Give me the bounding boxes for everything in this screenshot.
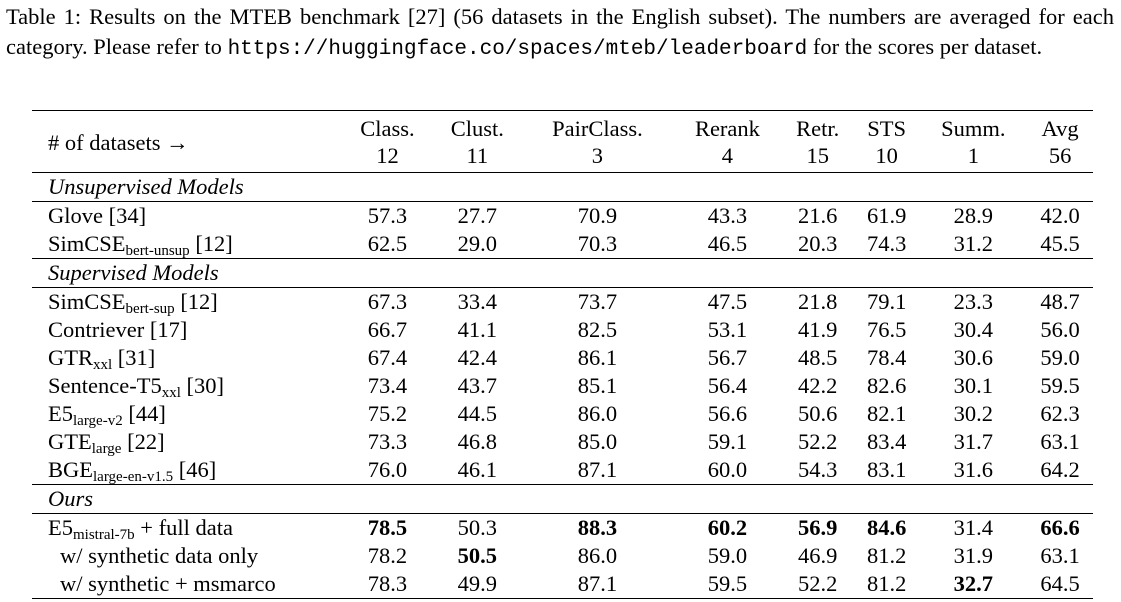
- score-cell: [522, 570, 673, 599]
- score-value: 78.2: [367, 543, 408, 568]
- column-header-retr: [782, 111, 854, 173]
- score-cell: [782, 428, 854, 456]
- score-value: 78.4: [866, 345, 907, 370]
- score-value: 31.4: [953, 515, 994, 540]
- score-value: 67.3: [367, 289, 408, 314]
- table-row: [32, 514, 1093, 543]
- score-cell: [1027, 202, 1093, 231]
- score-value: 82.5: [577, 317, 618, 342]
- score-value: 70.3: [577, 231, 618, 256]
- section-title: Ours: [32, 485, 1093, 514]
- score-value: 46.9: [798, 543, 838, 568]
- score-value: 82.1: [866, 401, 907, 426]
- model-base: w/ synthetic data only: [60, 543, 259, 568]
- table-caption: [6, 2, 1114, 65]
- score-cell: [433, 542, 522, 570]
- score-cell: [854, 344, 920, 372]
- score-cell: [433, 514, 522, 543]
- score-cell: [1027, 570, 1093, 599]
- column-header-clust: [433, 111, 522, 173]
- score-value: 30.2: [953, 401, 994, 426]
- score-value: 81.2: [866, 543, 907, 568]
- model-base: BGE: [48, 457, 93, 482]
- score-cell: [673, 514, 782, 543]
- score-value: 31.7: [953, 429, 994, 454]
- column-name: STS: [867, 116, 907, 141]
- score-cell: [342, 202, 433, 231]
- score-cell: [1027, 316, 1093, 344]
- score-cell: [782, 288, 854, 317]
- score-value: 56.0: [1040, 317, 1080, 342]
- score-cell: [782, 570, 854, 599]
- score-value: 42.2: [798, 373, 838, 398]
- table-row: [32, 372, 1093, 400]
- score-cell: [1027, 456, 1093, 485]
- score-value: 87.1: [577, 457, 618, 482]
- caption-text: Table 1: Results on the MTEB benchmark [27] (56 datasets in the English subset). The numbers are averaged for each category. Please refer to: [6, 4, 1114, 59]
- column-name: Rerank: [694, 116, 760, 141]
- model-name: [32, 372, 342, 400]
- score-cell: [522, 514, 673, 543]
- model-name: [32, 542, 342, 570]
- model-base: E5: [48, 515, 73, 540]
- score-value: 75.2: [367, 401, 408, 426]
- score-value: 44.5: [457, 401, 497, 426]
- caption-suffix: for the scores per dataset.: [807, 34, 1043, 59]
- model-reference: [12]: [189, 231, 233, 256]
- model-name: [32, 288, 342, 317]
- score-cell: [920, 542, 1028, 570]
- model-variant: bert-unsup: [125, 243, 190, 259]
- score-value: 87.1: [577, 571, 618, 596]
- score-cell: [433, 428, 522, 456]
- score-cell: [854, 400, 920, 428]
- score-cell: [522, 316, 673, 344]
- score-cell: [342, 288, 433, 317]
- model-name: [32, 514, 342, 543]
- score-cell: [920, 456, 1028, 485]
- column-name: Avg: [1041, 116, 1079, 141]
- score-value: 82.6: [866, 373, 907, 398]
- score-value: 21.8: [798, 289, 838, 314]
- score-value: 50.6: [798, 401, 838, 426]
- score-value: 21.6: [798, 203, 838, 228]
- score-value: 79.1: [866, 289, 907, 314]
- score-cell: [673, 428, 782, 456]
- score-cell: [782, 202, 854, 231]
- score-cell: [854, 230, 920, 259]
- score-value: 83.1: [866, 457, 907, 482]
- score-value: 86.1: [577, 345, 618, 370]
- score-cell: [342, 230, 433, 259]
- score-cell: [522, 428, 673, 456]
- column-name: Summ.: [941, 116, 1006, 141]
- column-name: PairClass.: [552, 116, 643, 141]
- score-value: 43.7: [457, 373, 497, 398]
- table-row: [32, 428, 1093, 456]
- score-cell: [920, 400, 1028, 428]
- header-label: # of datasets →: [32, 111, 342, 173]
- score-cell: [673, 400, 782, 428]
- score-value: 81.2: [866, 571, 907, 596]
- model-reference: [34]: [103, 203, 147, 228]
- score-cell: [854, 316, 920, 344]
- score-value: 63.1: [1040, 543, 1080, 568]
- column-header-pairclass: [522, 111, 673, 173]
- score-value: 52.2: [798, 571, 838, 596]
- model-base: E5: [48, 401, 73, 426]
- score-cell: [1027, 514, 1093, 543]
- model-name: [32, 456, 342, 485]
- score-value: 53.1: [707, 317, 748, 342]
- score-value: 64.5: [1040, 571, 1080, 596]
- score-value: 45.5: [1040, 231, 1080, 256]
- score-value: 66.7: [367, 317, 408, 342]
- column-name: Class.: [360, 116, 415, 141]
- score-cell: [854, 456, 920, 485]
- model-name: [32, 400, 342, 428]
- model-name: [32, 344, 342, 372]
- score-cell: [782, 514, 854, 543]
- score-value: 28.9: [953, 203, 994, 228]
- column-header-class: [342, 111, 433, 173]
- column-count: 15: [806, 143, 829, 168]
- model-base: Contriever: [48, 317, 145, 342]
- column-header-summ: [920, 111, 1028, 173]
- score-cell: [673, 344, 782, 372]
- column-header-sts: [854, 111, 920, 173]
- score-cell: [433, 202, 522, 231]
- score-value: 54.3: [798, 457, 838, 482]
- results-table: [32, 110, 1093, 599]
- score-value: 73.3: [367, 429, 408, 454]
- model-reference: [22]: [121, 429, 165, 454]
- section-row: [32, 173, 1093, 202]
- score-cell: [433, 456, 522, 485]
- model-reference: [44]: [122, 401, 166, 426]
- score-cell: [673, 202, 782, 231]
- section-title: Unsupervised Models: [32, 173, 1093, 202]
- score-cell: [342, 456, 433, 485]
- score-cell: [522, 288, 673, 317]
- score-value: 31.9: [953, 543, 994, 568]
- column-count: 56: [1048, 143, 1072, 168]
- score-value: 74.3: [866, 231, 907, 256]
- score-value: 85.1: [577, 373, 618, 398]
- score-cell: [342, 428, 433, 456]
- score-value: 48.7: [1040, 289, 1080, 314]
- score-value: 59.0: [1040, 345, 1080, 370]
- table-row: [32, 230, 1093, 259]
- score-value: 41.1: [457, 317, 497, 342]
- score-cell: [854, 428, 920, 456]
- score-value: 46.5: [707, 231, 748, 256]
- best-score: 32.7: [953, 571, 994, 596]
- model-base: GTE: [48, 429, 92, 454]
- model-variant: large-en-v1.5: [93, 469, 174, 485]
- score-value: 85.0: [577, 429, 618, 454]
- score-cell: [522, 344, 673, 372]
- model-name: [32, 230, 342, 259]
- model-variant: xxl: [93, 357, 113, 373]
- score-cell: [1027, 372, 1093, 400]
- column-count: 1: [967, 143, 979, 168]
- score-cell: [854, 514, 920, 543]
- score-cell: [854, 202, 920, 231]
- score-value: 42.4: [457, 345, 497, 370]
- score-value: 83.4: [866, 429, 907, 454]
- table-row: [32, 316, 1093, 344]
- model-variant: bert-sup: [125, 301, 175, 317]
- score-cell: [522, 400, 673, 428]
- score-value: 33.4: [457, 289, 497, 314]
- score-value: 62.5: [367, 231, 408, 256]
- score-cell: [342, 372, 433, 400]
- score-cell: [920, 372, 1028, 400]
- model-name: [32, 316, 342, 344]
- score-cell: [782, 230, 854, 259]
- model-reference: + full data: [134, 515, 233, 540]
- model-variant: xxl: [161, 385, 181, 401]
- score-value: 31.6: [953, 457, 994, 482]
- score-cell: [673, 230, 782, 259]
- score-cell: [782, 456, 854, 485]
- column-count: 12: [376, 143, 399, 168]
- column-name: Retr.: [796, 116, 840, 141]
- score-value: 31.2: [953, 231, 994, 256]
- score-cell: [782, 372, 854, 400]
- score-value: 60.0: [707, 457, 748, 482]
- model-base: GTR: [48, 345, 93, 370]
- score-value: 29.0: [457, 231, 497, 256]
- score-cell: [854, 288, 920, 317]
- table-row: [32, 456, 1093, 485]
- model-base: SimCSE: [48, 231, 126, 256]
- score-value: 30.6: [953, 345, 994, 370]
- model-name: [32, 570, 342, 599]
- column-count: 4: [721, 143, 734, 168]
- model-reference: [12]: [174, 289, 218, 314]
- score-cell: [342, 344, 433, 372]
- score-cell: [920, 230, 1028, 259]
- score-cell: [522, 456, 673, 485]
- score-cell: [1027, 542, 1093, 570]
- score-value: 43.3: [707, 203, 748, 228]
- score-value: 56.4: [707, 373, 748, 398]
- score-cell: [920, 344, 1028, 372]
- score-cell: [673, 542, 782, 570]
- score-value: 86.0: [577, 543, 618, 568]
- model-variant: mistral-7b: [73, 527, 135, 543]
- table-body: [32, 173, 1093, 599]
- best-score: 56.9: [798, 515, 838, 540]
- model-base: Glove: [48, 203, 103, 228]
- score-value: 56.7: [707, 345, 748, 370]
- score-cell: [782, 400, 854, 428]
- score-cell: [920, 288, 1028, 317]
- score-cell: [342, 570, 433, 599]
- score-cell: [1027, 288, 1093, 317]
- score-value: 63.1: [1040, 429, 1080, 454]
- score-value: 76.0: [367, 457, 408, 482]
- score-value: 73.4: [367, 373, 408, 398]
- model-reference: [31]: [112, 345, 156, 370]
- score-cell: [433, 288, 522, 317]
- best-score: 88.3: [577, 515, 618, 540]
- table-row: [32, 202, 1093, 231]
- model-base: w/ synthetic + msmarco: [60, 571, 276, 596]
- score-value: 50.3: [457, 515, 497, 540]
- model-base: Sentence-T5: [48, 373, 162, 398]
- section-row: [32, 259, 1093, 288]
- score-value: 41.9: [798, 317, 838, 342]
- table-row: [32, 344, 1093, 372]
- model-reference: [46]: [173, 457, 217, 482]
- score-value: 30.4: [953, 317, 994, 342]
- model-base: SimCSE: [48, 289, 126, 314]
- score-value: 57.3: [367, 203, 408, 228]
- model-reference: [30]: [180, 373, 224, 398]
- score-cell: [782, 316, 854, 344]
- score-cell: [433, 230, 522, 259]
- score-value: 47.5: [707, 289, 748, 314]
- score-cell: [673, 372, 782, 400]
- score-value: 42.0: [1040, 203, 1080, 228]
- score-value: 20.3: [798, 231, 838, 256]
- leaderboard-link[interactable]: https://huggingface.co/spaces/mteb/leaderboard: [227, 38, 808, 61]
- score-value: 46.1: [457, 457, 497, 482]
- score-cell: [673, 456, 782, 485]
- score-value: 46.8: [457, 429, 497, 454]
- score-value: 64.2: [1040, 457, 1080, 482]
- score-cell: [522, 202, 673, 231]
- score-cell: [342, 542, 433, 570]
- score-cell: [522, 542, 673, 570]
- score-cell: [854, 542, 920, 570]
- best-score: 66.6: [1040, 515, 1080, 540]
- score-cell: [920, 428, 1028, 456]
- column-count: 3: [591, 143, 604, 168]
- best-score: 60.2: [707, 515, 748, 540]
- score-value: 56.6: [707, 401, 748, 426]
- score-cell: [342, 514, 433, 543]
- table-row: [32, 288, 1093, 317]
- score-cell: [522, 230, 673, 259]
- score-cell: [1027, 400, 1093, 428]
- section-title: Supervised Models: [32, 259, 1093, 288]
- score-cell: [854, 372, 920, 400]
- score-cell: [920, 316, 1028, 344]
- score-value: 73.7: [577, 289, 618, 314]
- model-name: [32, 428, 342, 456]
- score-cell: [854, 570, 920, 599]
- column-header-avg: [1027, 111, 1093, 173]
- model-variant: large: [91, 441, 122, 457]
- score-value: 86.0: [577, 401, 618, 426]
- score-value: 59.1: [707, 429, 748, 454]
- score-cell: [433, 570, 522, 599]
- score-value: 70.9: [577, 203, 618, 228]
- score-value: 67.4: [367, 345, 408, 370]
- score-cell: [433, 316, 522, 344]
- score-cell: [673, 316, 782, 344]
- score-cell: [342, 400, 433, 428]
- score-cell: [782, 344, 854, 372]
- column-count: 10: [875, 143, 898, 168]
- table-row: [32, 542, 1093, 570]
- column-header-rerank: [673, 111, 782, 173]
- score-cell: [433, 344, 522, 372]
- score-cell: [673, 570, 782, 599]
- best-score: 78.5: [367, 515, 408, 540]
- score-value: 61.9: [866, 203, 907, 228]
- model-variant: large-v2: [73, 413, 123, 429]
- score-value: 52.2: [798, 429, 838, 454]
- score-cell: [1027, 344, 1093, 372]
- score-value: 59.0: [707, 543, 748, 568]
- model-reference: [17]: [144, 317, 188, 342]
- score-cell: [433, 400, 522, 428]
- model-name: [32, 202, 342, 231]
- score-value: 23.3: [953, 289, 994, 314]
- score-value: 78.3: [367, 571, 408, 596]
- score-value: 48.5: [798, 345, 838, 370]
- score-cell: [342, 316, 433, 344]
- column-name: Clust.: [450, 116, 504, 141]
- section-row: [32, 485, 1093, 514]
- score-cell: [920, 570, 1028, 599]
- score-cell: [1027, 428, 1093, 456]
- score-cell: [433, 372, 522, 400]
- best-score: 50.5: [457, 543, 497, 568]
- table-row: [32, 570, 1093, 599]
- score-value: 30.1: [953, 373, 994, 398]
- score-cell: [1027, 230, 1093, 259]
- score-value: 59.5: [707, 571, 748, 596]
- score-cell: [920, 202, 1028, 231]
- score-value: 27.7: [457, 203, 497, 228]
- table-row: [32, 400, 1093, 428]
- header-row: [32, 111, 1093, 173]
- score-value: 76.5: [866, 317, 907, 342]
- score-value: 62.3: [1040, 401, 1080, 426]
- score-cell: [782, 542, 854, 570]
- score-cell: [522, 372, 673, 400]
- column-count: 11: [466, 143, 489, 168]
- score-value: 59.5: [1040, 373, 1080, 398]
- score-value: 49.9: [457, 571, 497, 596]
- best-score: 84.6: [866, 515, 907, 540]
- score-cell: [673, 288, 782, 317]
- score-cell: [920, 514, 1028, 543]
